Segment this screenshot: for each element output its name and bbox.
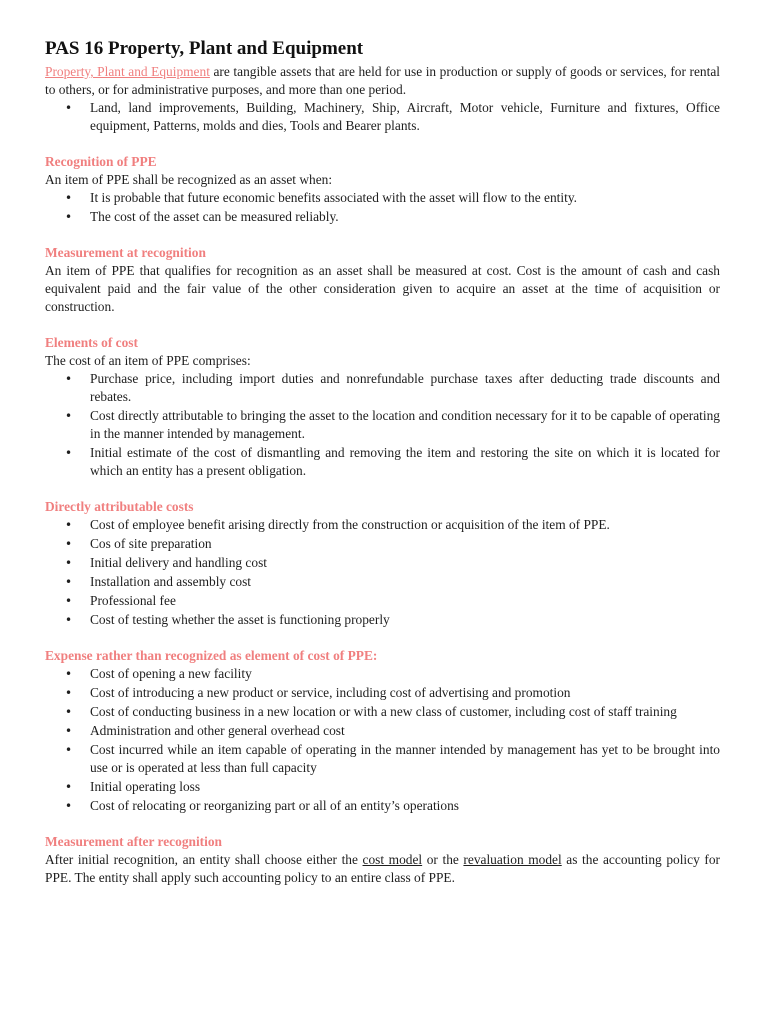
section-heading-recognition: Recognition of PPE [45,154,157,169]
list-item: • Cost of testing whether the asset is functioning properly [45,611,720,629]
list-item: • Land, land improvements, Building, Machinery, Ship, Aircraft, Motor vehicle, Furniture and fixtures, Office equipment, Patterns, molds and dies, Tools and Bearer plants. [45,99,720,135]
list-item: • Purchase price, including import duties and nonrefundable purchase taxes after deducting trade discounts and rebates. [45,370,720,406]
list-item: • Initial estimate of the cost of dismantling and removing the item and restoring the site on which it is located for which an entity has a present obligation. [45,444,720,480]
directly-attributable-list [45,516,720,629]
section-heading-directly-attributable: Directly attributable costs [45,499,194,514]
recognition-list [45,189,720,226]
elements-of-cost-list [45,370,720,480]
measurement-after-text-a: After initial recognition, an entity shall choose either the [45,852,363,867]
list-item: • It is probable that future economic benefits associated with the asset will flow to the entity. [45,189,720,207]
elements-of-cost-text: The cost of an item of PPE comprises: [45,353,251,368]
intro-term: Property, Plant and Equipment [45,64,210,79]
list-item: • Cost of conducting business in a new location or with a new class of customer, including cost of staff training [45,703,720,721]
list-item: • Administration and other general overhead cost [45,722,720,740]
measurement-at-recognition-text: An item of PPE that qualifies for recognition as an asset shall be measured at cost. Cost is the amount of cash and cash equivalent paid and the fair value of the other consideration given to acquire an asset at the time of acquisition or construction. [45,263,720,314]
measurement-after-text-c: as the accounting policy for PPE. The entity shall apply such accounting policy to an entire class of PPE. [45,852,720,885]
intro-paragraph [45,63,720,99]
measurement-after-text [45,851,720,887]
list-item: • Cost of relocating or reorganizing part or all of an entity’s operations [45,797,720,815]
recognition-text: An item of PPE shall be recognized as an asset when: [45,172,333,187]
list-item: • Cost incurred while an item capable of operating in the manner intended by management has yet to be brought into use or is operated at less than full capacity [45,741,720,777]
list-item: • Installation and assembly cost [45,573,720,591]
intro-list [45,99,720,135]
list-item: • Initial delivery and handling cost [45,554,720,572]
section-heading-expense: Expense rather than recognized as element of cost of PPE: [45,648,378,663]
list-item: • Cost of introducing a new product or service, including cost of advertising and promotion [45,684,720,702]
measurement-after-text-b: or the [422,852,464,867]
revaluation-model-term: revaluation model [463,852,562,867]
list-item: • Cost of employee benefit arising directly from the construction or acquisition of the item of PPE. [45,516,720,534]
section-heading-measurement-after: Measurement after recognition [45,834,223,849]
list-item: • Professional fee [45,592,720,610]
section-heading-elements-of-cost: Elements of cost [45,335,138,350]
intro-text: are tangible assets that are held for use in production or supply of goods or services, for rental to others, or for administrative purposes, and more than one period. [45,64,720,97]
list-item: • Cost of opening a new facility [45,665,720,683]
list-item: • Initial operating loss [45,778,720,796]
list-item: • The cost of the asset can be measured reliably. [45,208,720,226]
section-heading-measurement-at-recognition: Measurement at recognition [45,245,206,260]
cost-model-term: cost model [362,852,423,867]
document-title: PAS 16 Property, Plant and Equipment [45,38,364,59]
list-item: • Cos of site preparation [45,535,720,553]
expense-list [45,665,720,815]
list-item: • Cost directly attributable to bringing the asset to the location and condition necessary for it to be capable of operating in the manner intended by management. [45,407,720,443]
